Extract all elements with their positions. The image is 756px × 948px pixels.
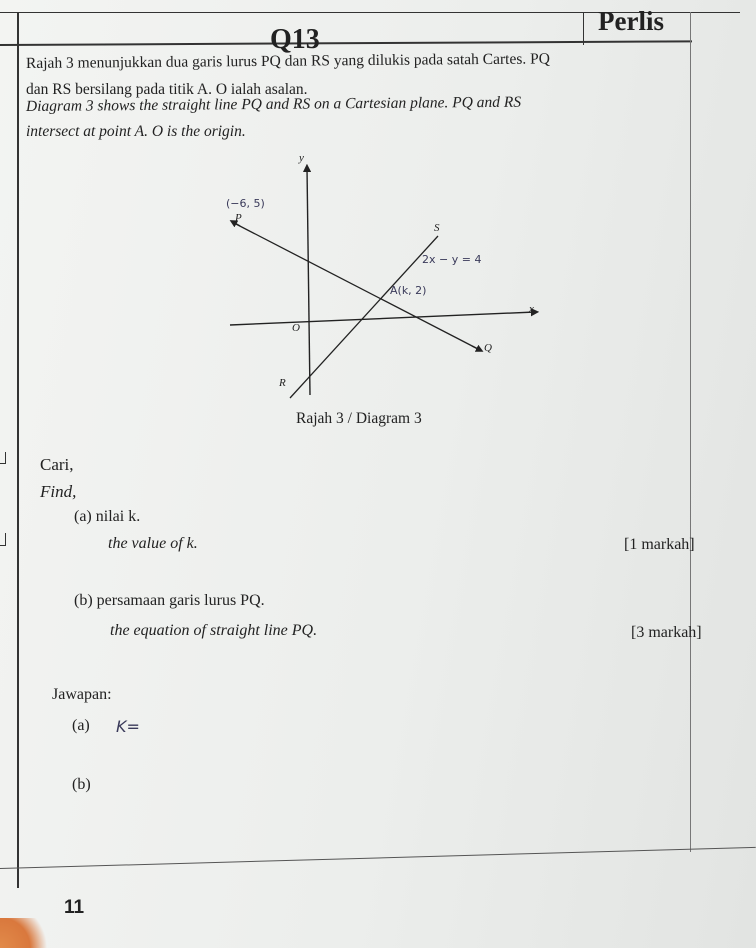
intro-english-line1: Diagram 3 shows the straight line PQ and RS on a Cartesian plane. PQ and RS: [25, 93, 522, 115]
arrow-q: [472, 346, 480, 350]
instruction-malay: Cari,: [40, 455, 74, 474]
answer-a-handwritten[interactable]: K=: [116, 717, 140, 736]
origin-label: O: [292, 322, 300, 334]
intro-malay-line1: Rajah 3 menunjukkan dua garis lurus PQ dan RS yang dilukis pada satah Cartes. PQ: [25, 50, 550, 72]
part-a-malay: (a) nilai k.: [74, 508, 141, 525]
answer-a-label: (a): [72, 717, 90, 734]
line-rs-equation: 2x − y = 4: [422, 253, 482, 266]
y-axis: [307, 168, 310, 395]
answer-heading: Jawapan:: [52, 686, 112, 703]
point-p-coords: (−6, 5): [226, 197, 265, 210]
instruction-english: Find,: [40, 482, 77, 501]
part-b-malay: (b) persamaan garis lurus PQ.: [74, 592, 265, 609]
part-b-marks: [3 markah]: [631, 624, 702, 641]
answer-b-label: (b): [72, 776, 91, 793]
intro-malay-line2: dan RS bersilang pada titik A. O ialah asalan.: [26, 81, 308, 98]
y-axis-label: y: [299, 152, 304, 164]
point-q-label: Q: [484, 342, 492, 354]
intro-english-line2: intersect at point A. O is the origin.: [26, 123, 246, 140]
state-label: Perlis: [598, 6, 664, 36]
point-p-label: P: [235, 212, 242, 224]
x-axis: [230, 312, 535, 325]
point-r-label: R: [279, 377, 286, 389]
point-a-label: A(k, 2): [390, 284, 427, 297]
part-a-english: the value of k.: [108, 535, 198, 552]
finger-shadow: [0, 918, 60, 948]
line-pq: [234, 223, 478, 349]
question-number: Q13: [270, 24, 320, 55]
page-number: 11: [64, 897, 85, 918]
part-a-marks: [1 markah]: [624, 536, 695, 553]
x-axis-label: x: [529, 303, 534, 315]
diagram-caption: Rajah 3 / Diagram 3: [296, 410, 422, 427]
part-b-english: the equation of straight line PQ.: [110, 622, 318, 639]
point-s-label: S: [434, 222, 440, 234]
